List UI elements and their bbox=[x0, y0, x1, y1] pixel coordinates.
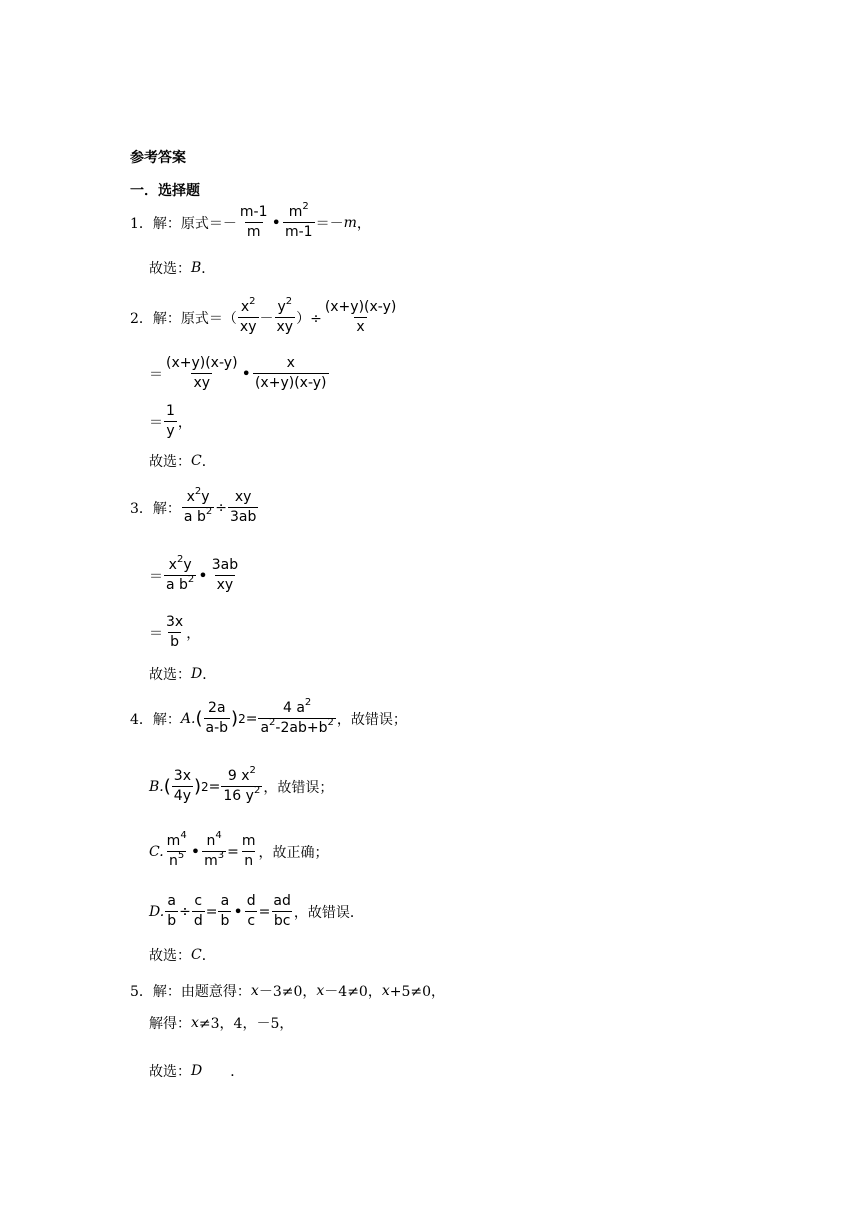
q1-var: m bbox=[343, 214, 357, 231]
q4a-frac-2: $\frac{4 a^2}{a^2-2ab+b^2}$ bbox=[260, 697, 334, 736]
q1-frac-2: $\frac{m^2}{m-1}$ bbox=[284, 201, 313, 240]
q1-tail: ＝－ bbox=[315, 215, 344, 232]
q5-line-1: 5． 解：由题意得： x －3≠0， x －4≠0， x +5≠0， bbox=[130, 983, 446, 1000]
q5-line-2: 解得： x ≠3，4，－5， bbox=[149, 1015, 294, 1032]
q2-frac-4: $\frac{(x+y)(x-y)}{xy}$ bbox=[166, 355, 238, 391]
q4d-frac-1: $\frac{a}{b}$ bbox=[167, 893, 177, 929]
q4-option-c: C. $\frac{m^4}{n^5}$ • $\frac{n^4}{m^3}$ = $\frac{m}{n}$ ，故正确； bbox=[149, 830, 329, 869]
q3-frac-5: $\frac{3x}{b}$ bbox=[166, 614, 184, 650]
q2-answer: 故选： C ． bbox=[149, 453, 216, 470]
q2-frac-6: $\frac{1}{y}$ bbox=[166, 403, 175, 439]
q4c-frac-1: $\frac{m^4}{n^5}$ bbox=[166, 830, 187, 869]
q4d-frac-2: $\frac{c}{d}$ bbox=[193, 893, 203, 929]
q5-answer: 故选： D ． bbox=[149, 1063, 245, 1080]
q2-line-3: ＝ $\frac{1}{y}$ ， bbox=[149, 403, 192, 439]
q2-frac-2: $\frac{y^2}{xy}$ bbox=[276, 296, 294, 335]
q1-answer: 故选： B ． bbox=[149, 260, 216, 277]
q4d-frac-3: $\frac{a}{b}$ bbox=[220, 893, 230, 929]
page-title: 参考答案 bbox=[130, 150, 186, 166]
q4-option-d: D. $\frac{a}{b}$ ÷ $\frac{c}{d}$ = $\frac{a}{b}$ • $\frac{d}{c}$ = $\frac{ad}{bc}$ ，故错误． bbox=[149, 893, 364, 929]
q3-frac-4: $\frac{3ab}{xy}$ bbox=[211, 557, 239, 593]
q1-line bbox=[130, 201, 371, 241]
q1-frac-1: $\frac{m-1}{m}$ bbox=[239, 204, 268, 240]
q3-frac-2: $\frac{xy}{3ab}$ bbox=[229, 489, 257, 525]
q4-option-a: 4． 解： A. ( $\frac{2a}{a-b}$ ) 2 = $\frac{4 a^2}{a^2-2ab+b^2}$ ，故错误； bbox=[130, 697, 407, 736]
q4d-frac-4: $\frac{d}{c}$ bbox=[246, 893, 256, 929]
q2-line-2: ＝ $\frac{(x+y)(x-y)}{xy}$ • $\frac{x}{(x+y)(x-y)}$ bbox=[149, 355, 327, 391]
q4b-frac-1: $\frac{3x}{4y}$ bbox=[173, 768, 191, 804]
q4c-frac-3: $\frac{m}{n}$ bbox=[241, 833, 256, 869]
q3-frac-3: $\frac{x^2y}{a b^2}$ bbox=[166, 554, 195, 593]
q3-frac-1: $\frac{x^2y}{a b^2}$ bbox=[183, 486, 213, 525]
q3-line-2: ＝ $\frac{x^2y}{a b^2}$ • $\frac{3ab}{xy}$ bbox=[149, 554, 239, 593]
q2-frac-1: $\frac{x^2}{xy}$ bbox=[239, 296, 257, 335]
q1-dot: • bbox=[271, 213, 281, 232]
q1-number: 1． bbox=[130, 215, 153, 232]
q2-line-1: 2． 解：原式＝（ $\frac{x^2}{xy}$ － $\frac{y^2}{xy}$ ）÷ $\frac{(x+y)(x-y)}{x}$ bbox=[130, 296, 397, 335]
q4d-frac-5: $\frac{ad}{bc}$ bbox=[273, 893, 291, 929]
q3-line-3: ＝ $\frac{3x}{b}$ ， bbox=[149, 614, 201, 650]
q4b-frac-2: $\frac{9 x^2}{16 y^2}$ bbox=[223, 765, 261, 804]
q2-frac-3: $\frac{(x+y)(x-y)}{x}$ bbox=[324, 299, 397, 335]
q3-answer: 故选： D ． bbox=[149, 666, 217, 683]
q1-comma: ， bbox=[356, 215, 371, 232]
q1-lead: 解：原式＝－ bbox=[152, 215, 237, 232]
q4-option-b: B. ( $\frac{3x}{4y}$ ) 2 = $\frac{9 x^2}{16 y^2}$ ，故错误； bbox=[149, 765, 334, 804]
q3-line-1: 3． 解： $\frac{x^2y}{a b^2}$ ÷ $\frac{xy}{3ab}$ bbox=[130, 486, 257, 525]
q4-answer: 故选： C ． bbox=[149, 947, 216, 964]
q4c-frac-2: $\frac{n^4}{m^3}$ bbox=[204, 830, 225, 869]
section-heading: 一．选择题 bbox=[130, 183, 200, 199]
q4a-frac-1: $\frac{2a}{a-b}$ bbox=[205, 700, 229, 736]
q2-frac-5: $\frac{x}{(x+y)(x-y)}$ bbox=[254, 355, 327, 391]
